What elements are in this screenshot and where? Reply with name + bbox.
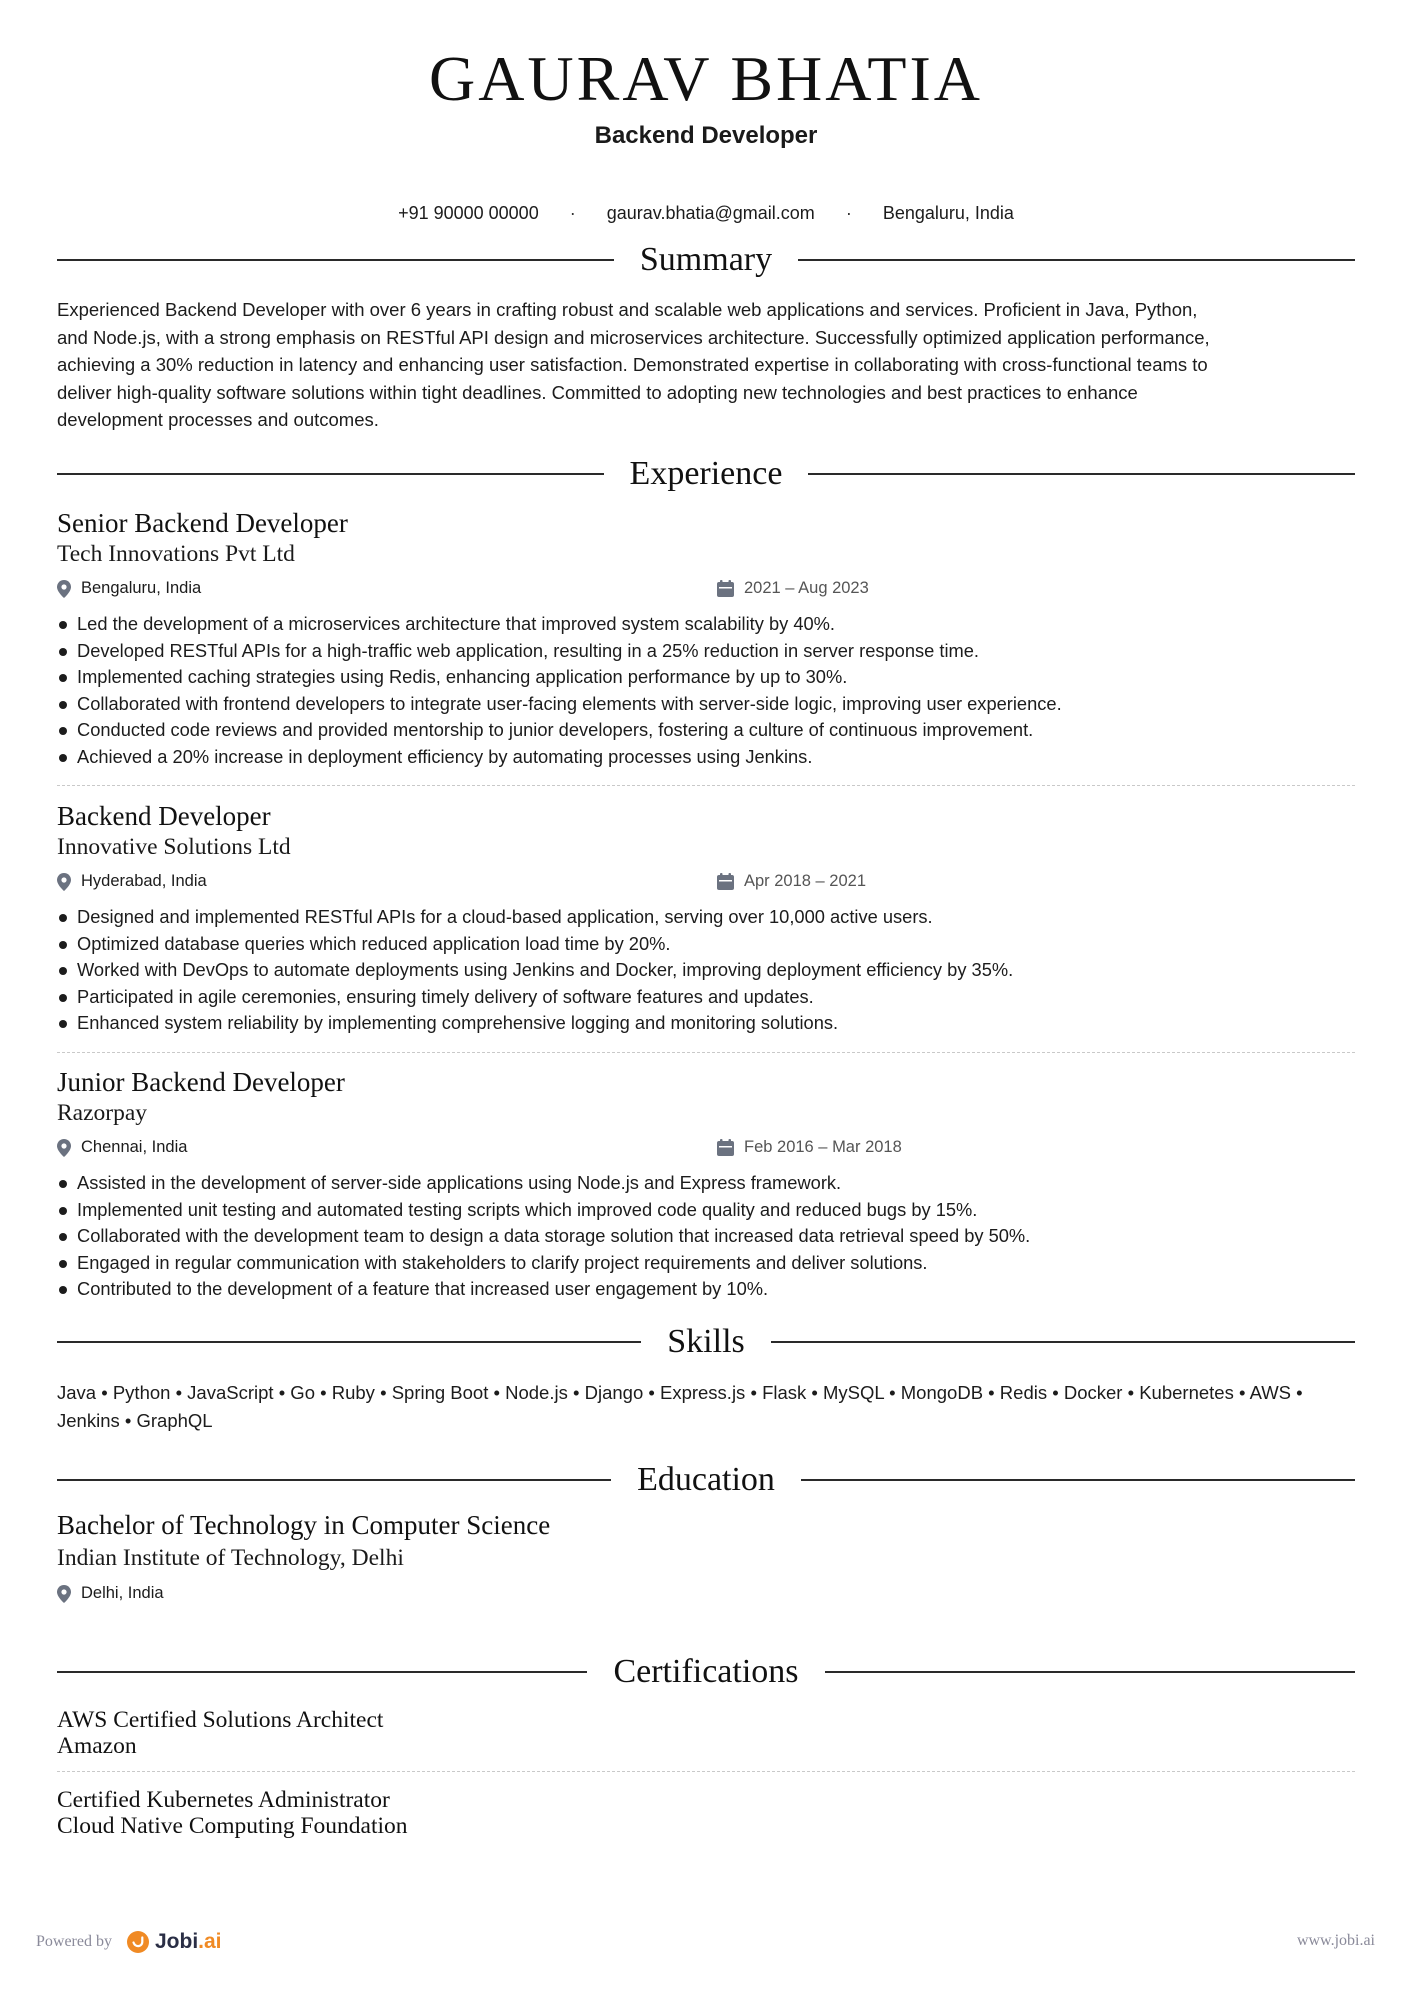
entry-divider [57, 785, 1355, 786]
job-bullets [57, 611, 1355, 770]
section-header-skills [57, 1323, 1355, 1361]
contact-separator: · [845, 203, 852, 223]
divider-line [57, 259, 614, 261]
certification-issuer: Amazon [57, 1733, 137, 1759]
job-dates [717, 872, 866, 891]
list-item: Worked with DevOps to automate deployments using Jenkins and Docker, improving deployment efficiency by 35%. [57, 957, 1355, 984]
divider-line [808, 473, 1355, 475]
job-location-text: Bengaluru, India [81, 579, 202, 597]
job-title: Junior Backend Developer [57, 1067, 345, 1097]
job-meta [57, 1138, 1355, 1164]
list-item: Participated in agile ceremonies, ensuring timely delivery of software features and updates. [57, 984, 1355, 1011]
list-item: Conducted code reviews and provided mentorship to junior developers, fostering a culture of continuous improvement. [57, 717, 1355, 744]
calendar-icon [717, 1139, 734, 1156]
jobi-logo-icon [126, 1930, 150, 1954]
job-title: Backend Developer [57, 801, 271, 831]
job-company: Tech Innovations Pvt Ltd [57, 541, 295, 567]
education-location-text: Delhi, India [81, 1584, 164, 1602]
section-header-education [57, 1461, 1355, 1499]
job-company: Razorpay [57, 1100, 148, 1126]
education-degree: Bachelor of Technology in Computer Science [57, 1510, 551, 1540]
education-meta [57, 1584, 1355, 1610]
section-title-education: Education [637, 1461, 775, 1498]
summary-line: development processes and outcomes. [57, 409, 379, 430]
divider-line [57, 1341, 641, 1343]
job-location [57, 872, 207, 891]
list-item: Developed RESTful APIs for a high-traffic web application, resulting in a 25% reduction in server response time. [57, 638, 1355, 665]
summary-line: and Node.js, with a strong emphasis on RESTful API design and microservices architecture. Successfully optimized application performance, [57, 326, 1210, 348]
certification-name: AWS Certified Solutions Architect [57, 1707, 384, 1733]
location-pin-icon [57, 1585, 71, 1603]
powered-by-text: Powered by [36, 1933, 112, 1950]
job-location [57, 579, 201, 598]
skills-line: Jenkins • GraphQL [57, 1410, 213, 1431]
list-item: Collaborated with frontend developers to integrate user-facing elements with server-side logic, improving user experience. [57, 691, 1355, 718]
job-dates-text: Feb 2016 – Mar 2018 [744, 1138, 902, 1156]
certification-name: Certified Kubernetes Administrator [57, 1787, 390, 1813]
experience-entry [57, 507, 1355, 770]
contact-line [57, 203, 1355, 224]
candidate-name: GAURAV BHATIA [428, 43, 984, 114]
brand-name: Jobi [154, 1930, 199, 1953]
job-location-text: Chennai, India [81, 1138, 188, 1156]
education-location [57, 1584, 164, 1603]
divider-line [798, 259, 1355, 261]
job-dates-text: 2021 – Aug 2023 [744, 579, 869, 597]
divider-line [57, 1479, 611, 1481]
divider-line [771, 1341, 1355, 1343]
job-location [57, 1138, 187, 1157]
list-item: Contributed to the development of a feature that increased user engagement by 10%. [57, 1276, 1355, 1303]
section-header-certifications [57, 1653, 1355, 1691]
list-item: Achieved a 20% increase in deployment efficiency by automating processes using Jenkins. [57, 744, 1355, 771]
divider-line [57, 473, 604, 475]
list-item: Engaged in regular communication with stakeholders to clarify project requirements and deliver solutions. [57, 1250, 1355, 1277]
certification-entry [57, 1787, 1355, 1839]
job-dates [717, 1138, 902, 1157]
divider-line [825, 1671, 1355, 1673]
candidate-role: Backend Developer [594, 122, 818, 149]
contact-location: Bengaluru, India [882, 203, 1014, 223]
location-pin-icon [57, 1139, 71, 1157]
list-item: Enhanced system reliability by implementing comprehensive logging and monitoring solutions. [57, 1010, 1355, 1037]
divider-line [801, 1479, 1355, 1481]
experience-entry [57, 800, 1355, 1037]
section-title-experience: Experience [629, 455, 783, 492]
entry-divider [57, 1052, 1355, 1053]
list-item: Assisted in the development of server-side applications using Node.js and Express framework. [57, 1170, 1355, 1197]
contact-email[interactable]: gaurav.bhatia@gmail.com [606, 203, 815, 223]
contact-separator: · [569, 203, 576, 223]
job-dates-text: Apr 2018 – 2021 [744, 872, 867, 890]
list-item: Led the development of a microservices architecture that improved system scalability by 40%. [57, 611, 1355, 638]
entry-divider [57, 1771, 1355, 1772]
certification-issuer: Cloud Native Computing Foundation [57, 1813, 408, 1839]
summary-line: deliver high-quality software solutions within tight deadlines. Committed to adopting new technologies and best practices to enhance [57, 381, 1138, 403]
footer-powered-by [36, 1930, 222, 1954]
job-bullets [57, 1170, 1355, 1303]
section-header-summary [57, 241, 1355, 279]
calendar-icon [717, 580, 734, 597]
experience-entry [57, 1066, 1355, 1303]
footer-website[interactable]: www.jobi.ai [1296, 1932, 1375, 1949]
certification-entry [57, 1707, 1355, 1759]
section-title-certifications: Certifications [613, 1653, 799, 1690]
list-item: Implemented caching strategies using Redis, enhancing application performance by up to 30%. [57, 664, 1355, 691]
list-item: Designed and implemented RESTful APIs for a cloud-based application, serving over 10,000 active users. [57, 904, 1355, 931]
list-item: Optimized database queries which reduced application load time by 20%. [57, 931, 1355, 958]
job-title: Senior Backend Developer [57, 508, 348, 538]
location-pin-icon [57, 580, 71, 598]
job-meta [57, 872, 1355, 898]
education-entry [57, 1508, 1355, 1610]
skills-line: Java • Python • JavaScript • Go • Ruby • Spring Boot • Node.js • Django • Express.js • Flask • MySQL • MongoDB • Redis • Docker • Kubernetes • AWS • [57, 1382, 1303, 1403]
divider-line [57, 1671, 587, 1673]
brand-suffix: .ai [198, 1930, 222, 1953]
jobi-brand[interactable] [126, 1930, 222, 1954]
location-pin-icon [57, 873, 71, 891]
job-dates [717, 579, 869, 598]
summary-text [57, 296, 1355, 434]
section-header-experience [57, 455, 1355, 493]
section-title-summary: Summary [639, 241, 773, 278]
list-item: Collaborated with the development team to design a data storage solution that increased data retrieval speed by 50%. [57, 1223, 1355, 1250]
calendar-icon [717, 873, 734, 890]
job-bullets [57, 904, 1355, 1037]
section-title-skills: Skills [667, 1323, 745, 1360]
job-location-text: Hyderabad, India [81, 872, 207, 890]
contact-phone: +91 90000 00000 [398, 203, 539, 223]
education-school: Indian Institute of Technology, Delhi [57, 1545, 404, 1571]
job-meta [57, 579, 1355, 605]
summary-line: achieving a 30% reduction in latency and enhancing user satisfaction. Demonstrated expertise in collaborating with cross-functional teams to [57, 354, 1208, 375]
summary-line: Experienced Backend Developer with over 6 years in crafting robust and scalable web applications and services. Proficient in Java, Python, [57, 299, 1198, 320]
job-company: Innovative Solutions Ltd [57, 834, 291, 860]
list-item: Implemented unit testing and automated testing scripts which improved code quality and reduced bugs by 15%. [57, 1197, 1355, 1224]
skills-list [57, 1379, 1355, 1435]
